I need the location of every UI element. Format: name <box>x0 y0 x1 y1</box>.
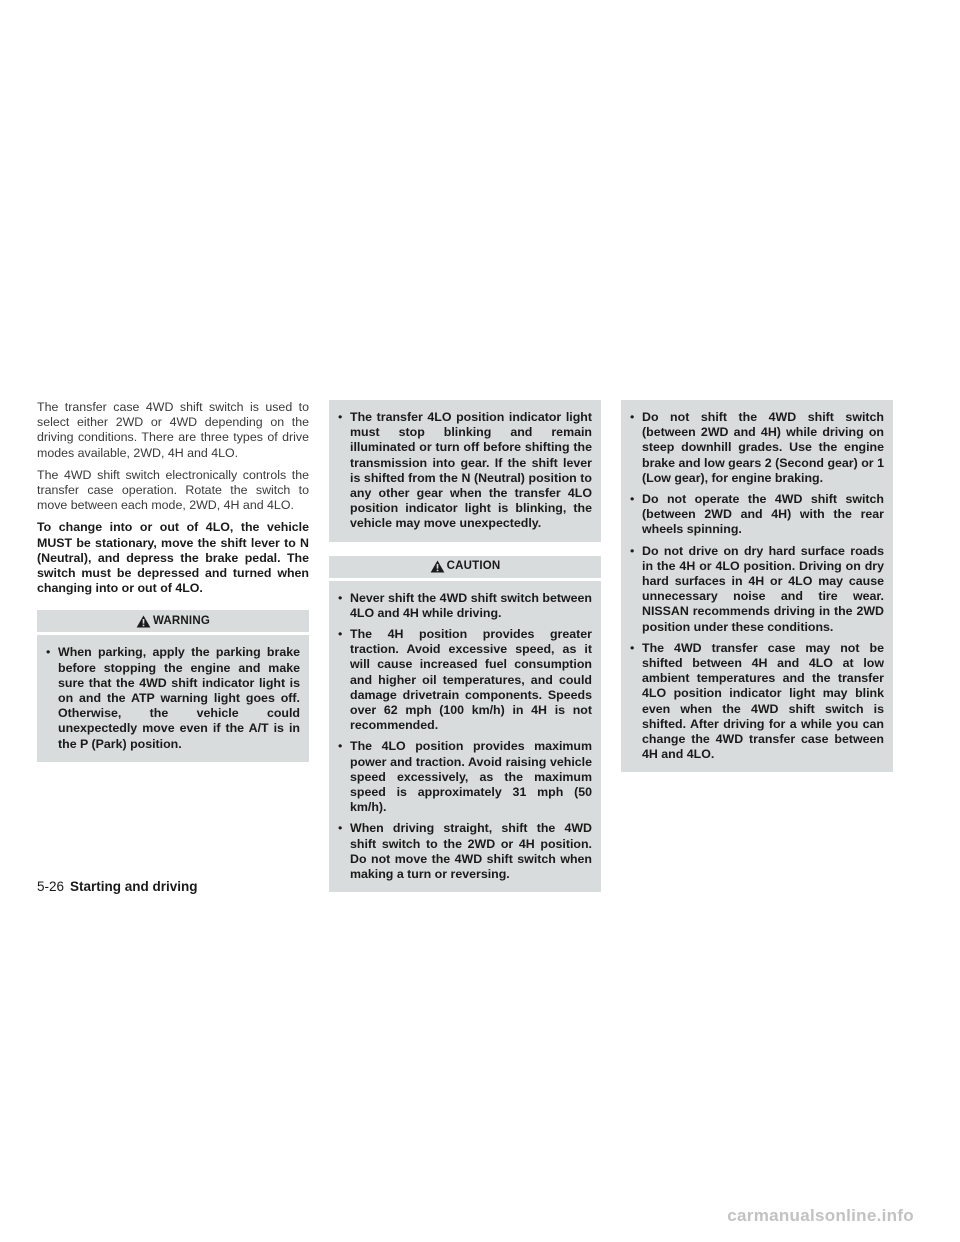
warning-triangle-icon <box>136 615 151 628</box>
warning-body <box>37 635 309 761</box>
caution-item: • Do not operate the 4WD shift switch (between 2WD and 4H) with the rear wheels spinning. <box>630 492 884 538</box>
caution-block <box>329 556 601 893</box>
caution-item: • The 4LO position provides maximum power and traction. Avoid raising vehicle speed excessively, as the maximum speed is approximately 31 mph (50 km/h). <box>338 739 592 815</box>
warning-item: • The transfer 4LO position indicator light must stop blinking and remain illuminated or turn off before shifting the transmission into gear. If the shift lever is shifted from the N (Neutral) position to any other gear when the transfer 4LO position indicator light is blinking, the vehicle may move unexpectedly. <box>338 410 592 532</box>
caution-continued-body <box>621 400 893 772</box>
warning-title: WARNING <box>153 614 210 627</box>
4lo-instruction-paragraph: To change into or out of 4LO, the vehicle MUST be stationary, move the shift lever to N (Neutral), and depress the brake pedal. The switch must be depressed and turned when changing into or out of 4LO. <box>37 520 309 596</box>
caution-item: • Never shift the 4WD shift switch between 4LO and 4H while driving. <box>338 591 592 621</box>
page-number: 5-26 <box>37 879 65 894</box>
watermark: carmanualsonline.info <box>727 1206 914 1225</box>
column-1 <box>37 400 309 762</box>
caution-item: • The 4WD transfer case may not be shifted between 4H and 4LO at low ambient temperatures and the transfer 4LO position indicator light may blink even when the 4WD shift switch is shifted. After driving for a while you can change the 4WD transfer case between 4H and 4LO. <box>630 641 884 763</box>
caution-title: CAUTION <box>446 560 501 573</box>
switch-paragraph: The 4WD shift switch electronically controls the transfer case operation. Rotate the switch to move between each mode, 2WD, 4H and 4LO. <box>37 467 309 513</box>
warning-continued-body <box>329 400 601 542</box>
caution-item: • Do not drive on dry hard surface roads in the 4H or 4LO position. Driving on dry hard surfaces in 4H or 4LO may cause unnecessary noise and tire wear. NISSAN recommends driving in the 2WD position under these conditions. <box>630 544 884 635</box>
caution-item: • Do not shift the 4WD shift switch (between 2WD and 4H) while driving on steep downhill grades. Use the engine brake and low gears 2 (Second gear) or 1 (Low gear), for engine braking. <box>630 410 884 486</box>
warning-triangle-icon <box>430 560 445 573</box>
caution-item: • The 4H position provides greater traction. Avoid excessive speed, as it will cause increased fuel consumption and higher oil temperatures, and could damage drivetrain components. Speeds over 62 mph (100 km/h) in 4H is not recommended. <box>338 627 592 733</box>
caution-body <box>329 581 601 893</box>
caution-header <box>329 556 601 578</box>
column-2 <box>329 400 601 892</box>
warning-item: • When parking, apply the parking brake before stopping the engine and make sure that the 4WD shift indicator light is on and the ATP warning light goes off. Otherwise, the vehicle could unexpectedly move even if the A/T is in the P (Park) position. <box>46 645 300 751</box>
column-3 <box>621 400 893 772</box>
caution-item: • When driving straight, shift the 4WD shift switch to the 2WD or 4H position. Do not move the 4WD shift switch when making a turn or reversing. <box>338 821 592 882</box>
warning-block <box>37 610 309 761</box>
intro-paragraph: The transfer case 4WD shift switch is used to select either 2WD or 4WD depending on the driving conditions. There are three types of drive modes available, 2WD, 4H and 4LO. <box>37 400 309 460</box>
page-footer <box>37 879 198 894</box>
warning-header <box>37 610 309 632</box>
section-title: Starting and driving <box>70 879 198 894</box>
